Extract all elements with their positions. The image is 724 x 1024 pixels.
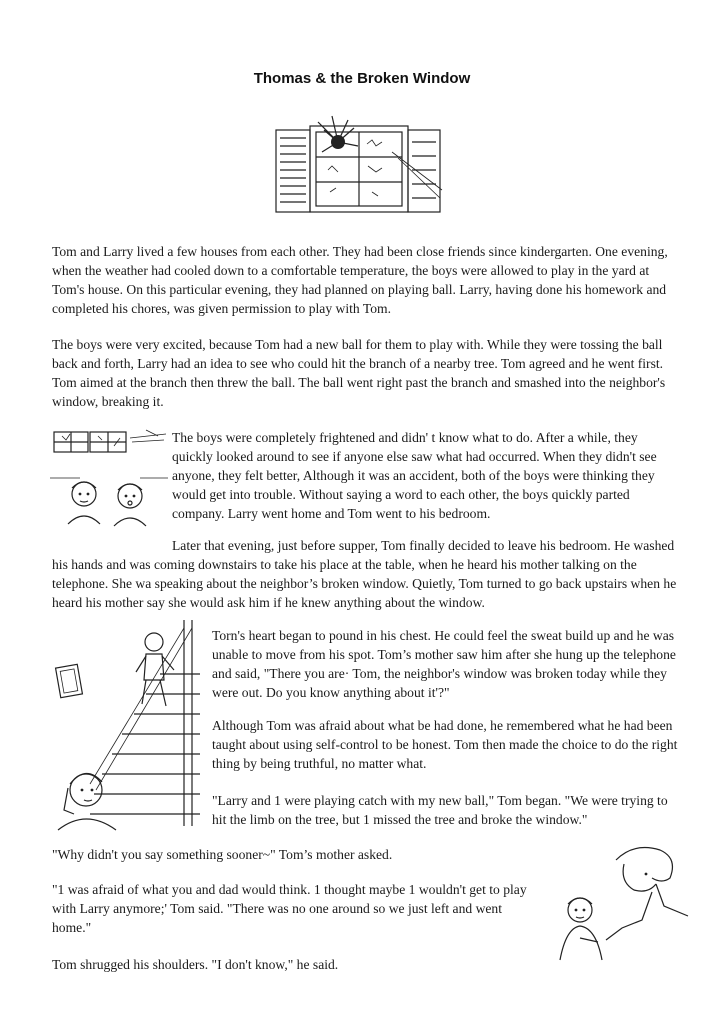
frightened-boys-illustration <box>50 428 168 532</box>
story-paragraph-6: Although Tom was afraid about what be had done, he remembered what he had been taught about using self-control to be honest. Tom then made the choice to do the right thing by being truthful, no matter what. <box>212 718 678 771</box>
story-paragraph-9: "1 was afraid of what you and dad would think. 1 thought maybe 1 wouldn't get to play with Larry anymore;' Tom said. "There was no one around so we just left and went home." <box>52 882 527 935</box>
story-paragraph-2: The boys were very excited, because Tom had a new ball for them to play with. While they were tossing the ball back and forth, Larry had an idea to see who could hit the branch of a nearby tree. Tom agreed and he went first. Tom aimed at the branch then threw the ball. The ball went right past the branch and smashed into the neighbor's window, breaking it. <box>52 337 666 409</box>
story-paragraph-5: Torn's heart began to pound in his chest. He could feel the sweat build up and he was unable to move from his spot. Tom’s mother saw him after she hung up the telephone and said, "There you are· Tom, the neighbor's window was broken today while they were out. Do you know anything about it'?" <box>212 628 676 700</box>
story-paragraph-8: "Why didn't you say something sooner~" Tom’s mother asked. <box>52 847 393 862</box>
broken-window-illustration <box>272 112 444 216</box>
story-paragraph-1: Tom and Larry lived a few houses from each other. They had been close friends since kindergarten. One evening, when the weather had cooled down to a comfortable temperature, the boys were allowed to play in the yard at Tom's house. On this particular evening, they had planned on playing ball. Larry, having done his homework and completed his chores, was given permission to play with Tom. <box>52 244 668 316</box>
mother-and-tom-illustration <box>552 842 690 970</box>
staircase-illustration <box>50 614 208 832</box>
story-paragraph-3: The boys were completely frightened and didn' t know what to do. After a while, they quickly looked around to see if anyone else saw what had occurred. When they didn't see anyone, they felt better, Although it was an accident, both of the boys were thinking they would get into trouble. Without saying a word to each other, the boys quickly parted company. Larry went home and Tom went to his bedroom. <box>172 430 657 521</box>
story-paragraph-4: Later that evening, just before supper, Tom finally decided to leave his bedroom. He washed his hands and was coming downstairs to take his place at the table, when he heard his mother talking on the telephone. She wa speaking about the neighbor’s broken window. Quietly, Tom turned to go back upstairs when he heard his mother say she would ask him if he knew anything about the window. <box>52 538 677 610</box>
story-paragraph-10: Tom shrugged his shoulders. "I don't know," he said. <box>52 957 339 972</box>
story-paragraph-7: "Larry and 1 were playing catch with my new ball," Tom began. "We were trying to hit the limb on the tree, but 1 missed the tree and broke the window." <box>212 793 668 827</box>
page-title: Thomas & the Broken Window <box>253 70 471 87</box>
